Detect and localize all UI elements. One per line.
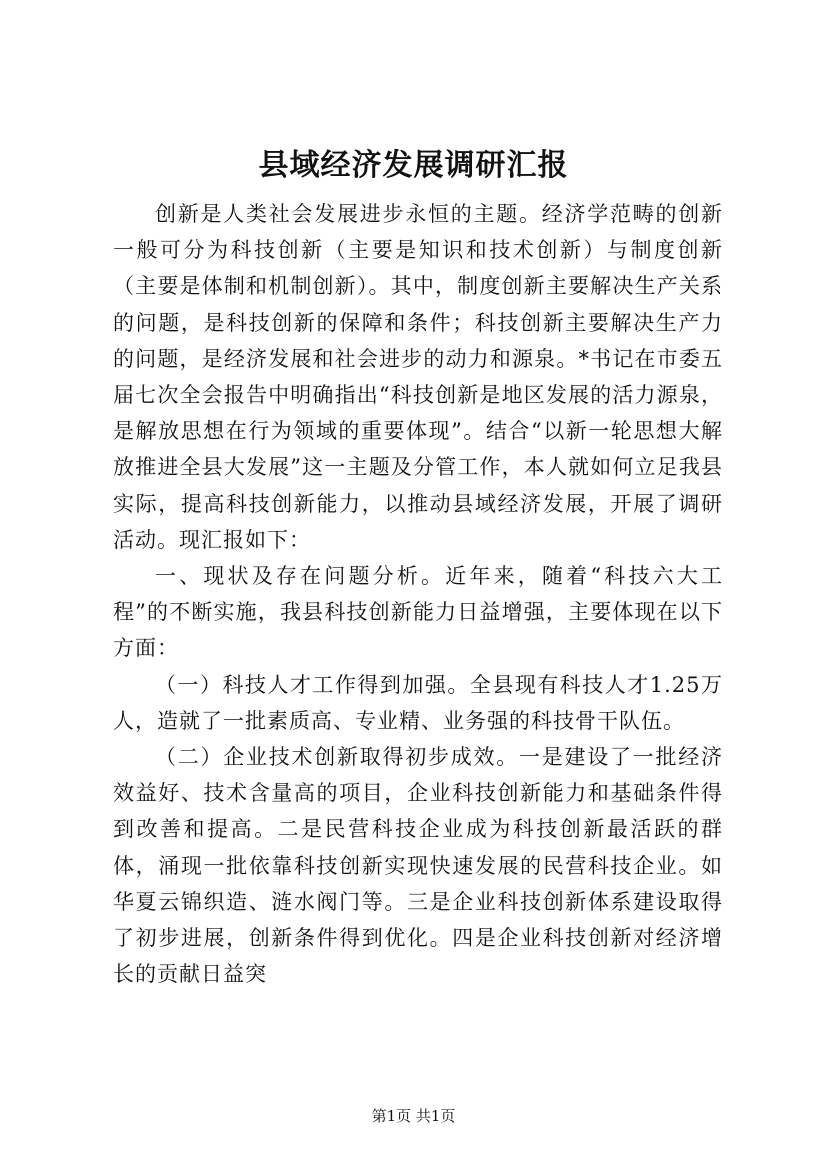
paragraph-intro: 创新是人类社会发展进步永恒的主题。经济学范畴的创新一般可分为科技创新（主要是知识和技术创新）与制度创新（主要是体制和机制创新）。其中，制度创新主要解决生产关系的问题，是科技创新的保障和条件；科技创新主要解决生产力的问题，是经济发展和社会进步的动力和源泉。*书记在市委五届七次全会报告中明确指出“科技创新是地区发展的活力源泉，是解放思想在行为领域的重要体现”。结合“以新一轮思想大解放推进全县大发展”这一主题及分管工作，本人就如何立足我县实际，提高科技创新能力，以推动县域经济发展，开展了调研活动。现汇报如下： xyxy=(113,202,723,552)
paragraph-talent: （一）科技人才工作得到加强。全县现有科技人才1.25万人，造就了一批素质高、专业精、业务强的科技骨干队伍。 xyxy=(113,672,723,733)
page-number-footer: 第1页 共1页 xyxy=(371,1107,456,1125)
document-body xyxy=(113,196,723,992)
paragraph-enterprise-innovation: （二）企业技术创新取得初步成效。一是建设了一批经济效益好、技术含量高的项目，企业科技创新能力和基础条件得到改善和提高。二是民营科技企业成为科技创新最活跃的群体，涌现一批依靠科技创新实现快速发展的民营科技企业。如华夏云锦织造、涟水阀门等。三是企业科技创新体系建设取得了初步进展，创新条件得到优化。四是企业科技创新对经济增长的贡献日益突 xyxy=(113,745,723,987)
paragraph-section-one: 一、现状及存在问题分析。近年来，随着“科技六大工程”的不断实施，我县科技创新能力日益增强，主要体现在以下方面： xyxy=(113,564,723,661)
page-title: 县域经济发展调研汇报 xyxy=(258,148,569,183)
